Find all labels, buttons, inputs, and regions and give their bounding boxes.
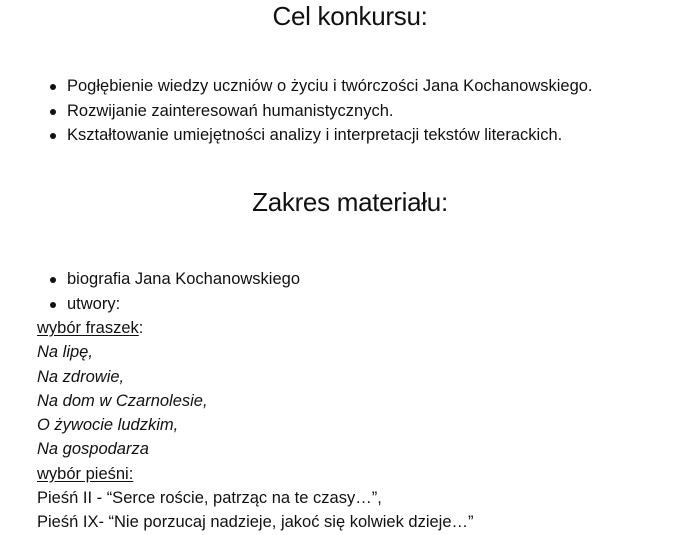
list-item <box>0 99 593 124</box>
heading-cel-konkursu: Cel konkursu: <box>272 1 428 31</box>
piesn-title: Pieśń II - “Serce roście, patrząc na te czasy…”, <box>37 489 382 508</box>
bullet-icon <box>50 84 56 90</box>
scope-list <box>0 267 300 316</box>
piesni-label-line <box>37 462 474 486</box>
bullet-icon <box>50 109 56 115</box>
list-item-text: Kształtowanie umiejętności analizy i interpretacji tekstów literackich. <box>67 126 563 144</box>
fraszka-title: Na lipę, <box>37 343 93 362</box>
list-item-text: Rozwijanie zainteresowań humanistycznych. <box>67 101 394 120</box>
goal-list <box>0 74 593 148</box>
list-item <box>0 74 593 99</box>
list-item <box>0 267 300 292</box>
bullet-icon <box>50 277 56 283</box>
fraszka-title: Na gospodarza <box>37 440 149 459</box>
fraszki-label-line <box>37 316 474 340</box>
list-item-text: utwory: <box>67 294 121 313</box>
list-item <box>0 292 300 317</box>
piesn-title: Pieśń IX- “Nie porzucaj nadzieje, jakoć się kolwiek dzieje…” <box>37 513 474 532</box>
list-item-text: Pogłębienie wiedzy uczniów o życiu i twórczości Jana Kochanowskiego. <box>67 77 593 95</box>
fraszki-label-suffix: : <box>138 319 144 337</box>
bullet-icon <box>50 302 56 308</box>
materials-block <box>37 316 474 535</box>
list-item <box>0 123 593 148</box>
fraszka-title: Na zdrowie, <box>37 367 125 386</box>
heading-zakres-materialu: Zakres materiału: <box>252 187 448 217</box>
fraszki-label: wybór fraszek <box>37 319 139 337</box>
piesni-label: wybór pieśni: <box>37 464 134 483</box>
fraszka-title: O żywocie ludzkim, <box>37 416 179 435</box>
list-item-text: biografia Jana Kochanowskiego <box>67 270 300 288</box>
fraszka-title: Na dom w Czarnolesie, <box>37 391 208 410</box>
bullet-icon <box>50 133 56 139</box>
